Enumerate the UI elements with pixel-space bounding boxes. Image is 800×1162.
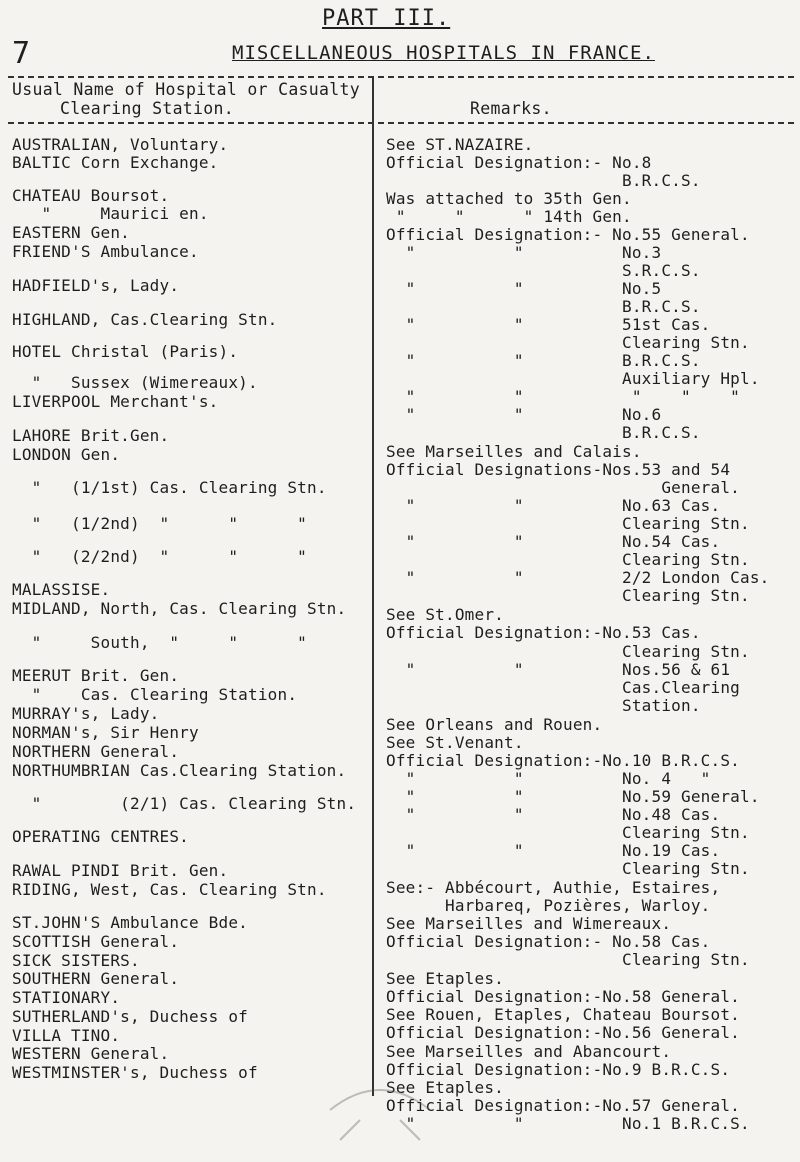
hospital-name-line: STATIONARY.: [12, 988, 121, 1007]
top-divider: [8, 76, 794, 78]
hospital-name-line: SICK SISTERS.: [12, 951, 140, 970]
remarks-line: " " No.6: [386, 405, 662, 424]
section-title: MISCELLANEOUS HOSPITALS IN FRANCE.: [232, 42, 655, 64]
remarks-line: Station.: [386, 696, 701, 715]
hospital-name-line: " Cas. Clearing Station.: [12, 685, 298, 704]
remarks-line: " " 2/2 London Cas.: [386, 568, 770, 587]
hospital-name-line: NORTHERN General.: [12, 742, 180, 761]
remarks-line: Official Designation:- No.55 General.: [386, 225, 750, 244]
remarks-line: " " " " ": [386, 387, 740, 406]
hospital-name-line: NORTHUMBRIAN Cas.Clearing Station.: [12, 761, 347, 780]
hospital-name-line: HADFIELD's, Lady.: [12, 276, 180, 295]
hospital-name-line: MURRAY's, Lady.: [12, 704, 160, 723]
remarks-line: See ST.NAZAIRE.: [386, 135, 534, 154]
remarks-line: Official Designation:- No.8: [386, 153, 652, 172]
remarks-line: See St.Venant.: [386, 733, 524, 752]
hospital-name-line: HOTEL Christal (Paris).: [12, 342, 239, 361]
remarks-line: Auxiliary Hpl.: [386, 369, 760, 388]
remarks-line: Official Designation:-No.10 B.R.C.S.: [386, 751, 740, 770]
hospital-name-line: ST.JOHN'S Ambulance Bde.: [12, 913, 248, 932]
hospital-name-line: " South, " " ": [12, 633, 307, 652]
hospital-name-line: RIDING, West, Cas. Clearing Stn.: [12, 880, 327, 899]
remarks-line: B.R.C.S.: [386, 423, 701, 442]
hospital-name-line: WESTMINSTER's, Duchess of: [12, 1063, 258, 1082]
hospital-name-line: SCOTTISH General.: [12, 932, 180, 951]
column-divider: [372, 76, 374, 1096]
remarks-line: " " No.54 Cas.: [386, 532, 721, 551]
library-stamp-icon: [320, 1080, 440, 1150]
remarks-line: " " 51st Cas.: [386, 315, 711, 334]
hospital-name-line: EASTERN Gen.: [12, 223, 130, 242]
hospital-name-line: " (2/1) Cas. Clearing Stn.: [12, 794, 357, 813]
hospital-name-line: RAWAL PINDI Brit. Gen.: [12, 861, 229, 880]
hospital-name-line: BALTIC Corn Exchange.: [12, 153, 219, 172]
remarks-line: " " " 14th Gen.: [386, 207, 632, 226]
remarks-line: See Marseilles and Wimereaux.: [386, 914, 672, 933]
remarks-line: See:- Abbécourt, Authie, Estaires,: [386, 878, 721, 897]
remarks-line: Clearing Stn.: [386, 586, 750, 605]
hospital-name-line: NORMAN's, Sir Henry: [12, 723, 199, 742]
remarks-line: Clearing Stn.: [386, 950, 750, 969]
remarks-line: " " No.63 Cas.: [386, 496, 721, 515]
left-column-subheading: Clearing Station.: [60, 99, 234, 118]
remarks-line: " " B.R.C.S.: [386, 351, 701, 370]
hospital-name-line: LAHORE Brit.Gen.: [12, 426, 170, 445]
right-column-heading: Remarks.: [470, 99, 552, 118]
hospital-name-line: LIVERPOOL Merchant's.: [12, 392, 219, 411]
remarks-line: " " No.19 Cas.: [386, 841, 721, 860]
remarks-line: B.R.C.S.: [386, 297, 701, 316]
remarks-line: See Etaples.: [386, 1078, 504, 1097]
hospital-name-line: AUSTRALIAN, Voluntary.: [12, 135, 229, 154]
remarks-line: " " Nos.56 & 61: [386, 660, 731, 679]
remarks-line: " " No.1 B.R.C.S.: [386, 1114, 750, 1133]
left-column-heading: Usual Name of Hospital or Casualty: [12, 80, 360, 99]
hospital-name-line: WESTERN General.: [12, 1044, 170, 1063]
hospital-name-line: FRIEND'S Ambulance.: [12, 242, 199, 261]
remarks-line: See St.Omer.: [386, 605, 504, 624]
hospital-name-line: OPERATING CENTRES.: [12, 827, 189, 846]
remarks-line: Official Designations-Nos.53 and 54: [386, 460, 731, 479]
remarks-line: Official Designation:-No.9 B.R.C.S.: [386, 1060, 731, 1079]
remarks-line: Official Designation:-No.57 General.: [386, 1096, 740, 1115]
part-heading: PART III.: [322, 6, 451, 31]
page-number: 7: [12, 36, 31, 71]
remarks-line: Clearing Stn.: [386, 642, 750, 661]
hospital-name-line: LONDON Gen.: [12, 445, 121, 464]
hospital-name-line: MEERUT Brit. Gen.: [12, 666, 180, 685]
remarks-line: " " No.3: [386, 243, 662, 262]
remarks-line: B.R.C.S.: [386, 171, 701, 190]
remarks-line: Harbareq, Pozières, Warloy.: [386, 896, 711, 915]
remarks-line: See Marseilles and Calais.: [386, 442, 642, 461]
remarks-line: See Orleans and Rouen.: [386, 715, 603, 734]
hospital-name-line: SUTHERLAND's, Duchess of: [12, 1007, 248, 1026]
remarks-line: S.R.C.S.: [386, 261, 701, 280]
hospital-name-line: " Maurici en.: [12, 204, 209, 223]
hospital-name-line: HIGHLAND, Cas.Clearing Stn.: [12, 310, 278, 329]
remarks-line: Official Designation:-No.56 General.: [386, 1023, 740, 1042]
hospital-name-line: MALASSISE.: [12, 580, 111, 599]
remarks-line: Clearing Stn.: [386, 859, 750, 878]
remarks-line: Clearing Stn.: [386, 823, 750, 842]
hospital-name-line: " (1/2nd) " " ": [12, 514, 307, 533]
remarks-line: " " No.48 Cas.: [386, 805, 721, 824]
hospital-name-line: MIDLAND, North, Cas. Clearing Stn.: [12, 599, 347, 618]
header-divider: [8, 122, 794, 124]
remarks-line: Official Designation:- No.58 Cas.: [386, 932, 711, 951]
hospital-name-line: SOUTHERN General.: [12, 969, 180, 988]
remarks-line: " " No.59 General.: [386, 787, 760, 806]
remarks-line: Clearing Stn.: [386, 333, 750, 352]
remarks-line: See Etaples.: [386, 969, 504, 988]
remarks-line: Cas.Clearing: [386, 678, 740, 697]
hospital-name-line: VILLA TINO.: [12, 1026, 121, 1045]
hospital-name-line: " Sussex (Wimereaux).: [12, 373, 258, 392]
remarks-line: Clearing Stn.: [386, 514, 750, 533]
hospital-name-line: CHATEAU Boursot.: [12, 186, 170, 205]
hospital-name-line: " (1/1st) Cas. Clearing Stn.: [12, 478, 327, 497]
remarks-line: Official Designation:-No.58 General.: [386, 987, 740, 1006]
hospital-name-line: " (2/2nd) " " ": [12, 547, 307, 566]
remarks-line: See Marseilles and Abancourt.: [386, 1042, 672, 1061]
remarks-line: " " No. 4 ": [386, 769, 711, 788]
remarks-line: " " No.5: [386, 279, 662, 298]
remarks-line: Official Designation:-No.53 Cas.: [386, 623, 701, 642]
remarks-line: Clearing Stn.: [386, 550, 750, 569]
remarks-line: See Rouen, Etaples, Chateau Boursot.: [386, 1005, 740, 1024]
remarks-line: Was attached to 35th Gen.: [386, 189, 632, 208]
remarks-line: General.: [386, 478, 740, 497]
